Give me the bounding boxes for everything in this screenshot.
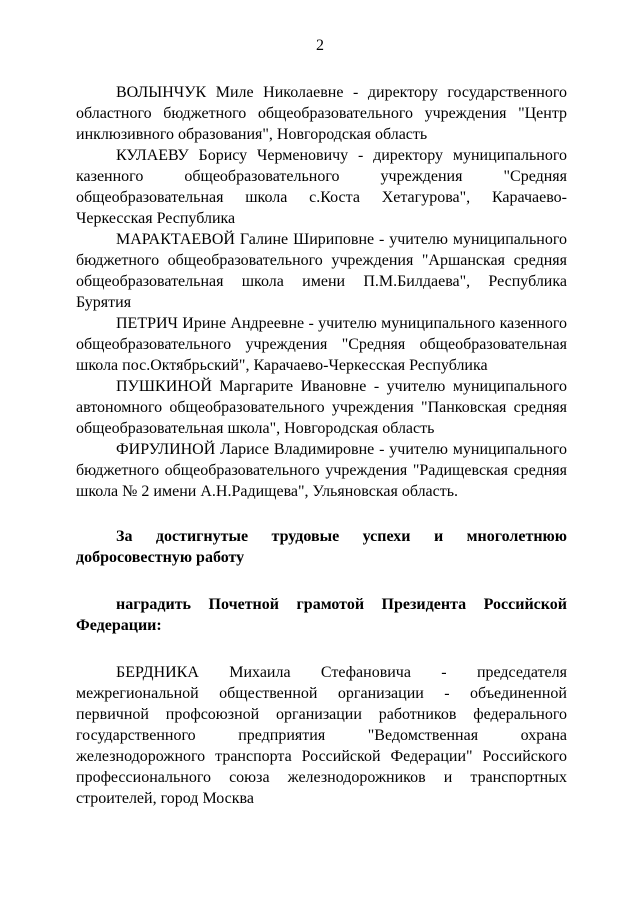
award-entry-pushkina: ПУШКИНОЙ Маргарите Ивановне - учителю муниципального автономного общеобразовательного учреждения "Панковская средняя общеобразовательная школа", Новгородская область	[76, 378, 567, 437]
award-entry-berdnik: БЕРДНИКА Михаила Стефановича - председателя межрегиональной общественной организации - объединенной первичной профсоюзной организации работников федерального государственного предприятия "Ведомственная охрана железнодорожного транспорта Российской Федерации" Российского профессионального союза железнодорожников и транспортных строителей, город Москва	[76, 664, 567, 807]
award-entry-petrich: ПЕТРИЧ Ирине Андреевне - учителю муниципального казенного общеобразовательного учреждения "Средняя общеобразовательная школа пос.Октябрьский", Карачаево-Черкесская Республика	[76, 315, 567, 374]
award-entry-volynchuk: ВОЛЫНЧУК Миле Николаевне - директору государственного областного бюджетного общеобразовательного учреждения "Центр инклюзивного образования", Новгородская область	[76, 84, 567, 143]
document-body	[76, 82, 567, 809]
award-entry-firulina: ФИРУЛИНОЙ Ларисе Владимировне - учителю муниципального бюджетного общеобразовательного учреждения "Радищевская средняя школа № 2 имени А.Н.Радищева", Ульяновская область.	[76, 441, 567, 500]
page-number: 2	[316, 37, 324, 54]
award-reason-heading: За достигнутые трудовые успехи и многолетнюю добросовестную работу	[76, 528, 567, 566]
award-entry-maraktaeva: МАРАКТАЕВОЙ Галине Шириповне - учителю муниципального бюджетного общеобразовательного учреждения "Аршанская средняя общеобразовательная школа имени П.М.Билдаева", Республика Бурятия	[76, 231, 567, 311]
award-entry-kulaev: КУЛАЕВУ Борису Черменовичу - директору муниципального казенного общеобразовательного учреждения "Средняя общеобразовательная школа с.Коста Хетагурова", Карачаево-Черкесская Республика	[76, 147, 567, 227]
award-type-heading: наградить Почетной грамотой Президента Российской Федерации:	[76, 596, 567, 634]
